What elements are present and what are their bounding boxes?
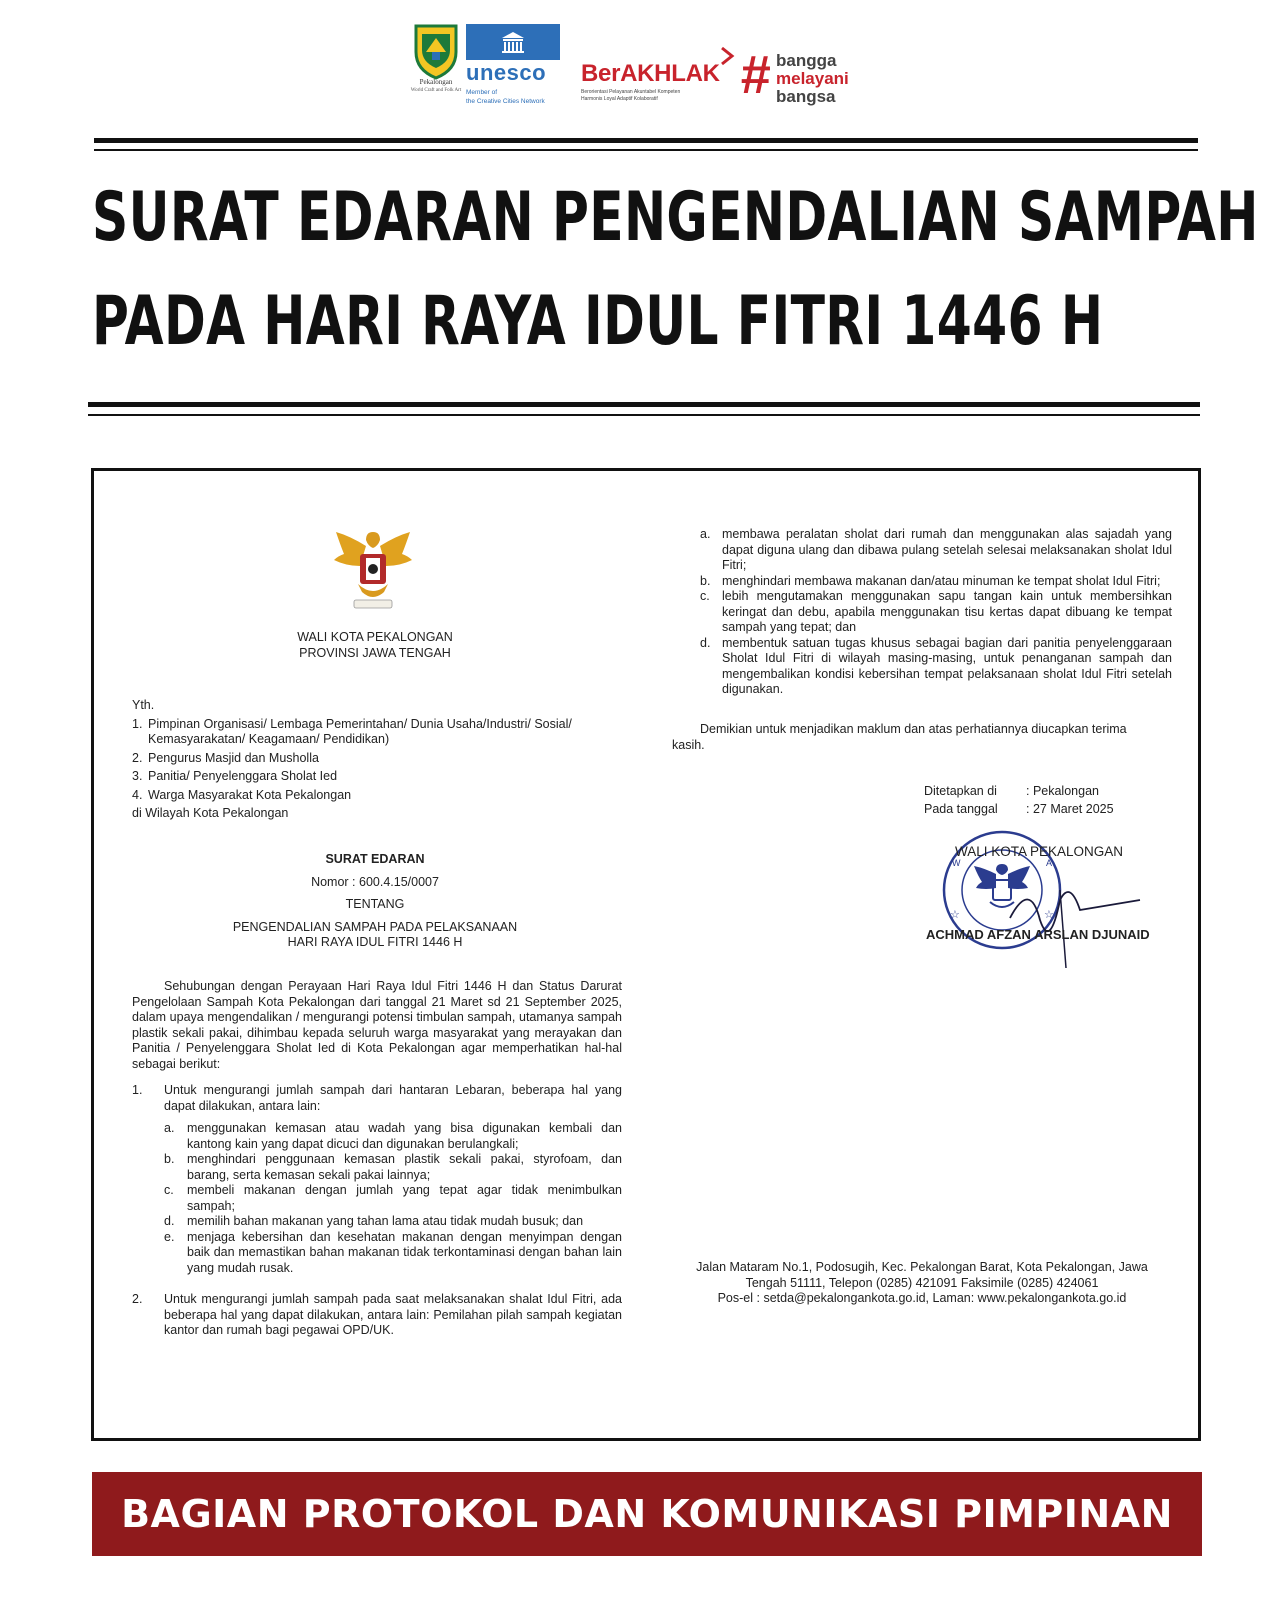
- signing-place-label: Ditetapkan di: [924, 784, 997, 798]
- sub-item-text: lebih mengutamakan menggunakan sapu tangan kain untuk membersihkan keringat dan debu, apabila menggunakan tisu kertas dapat dibuang ke tempat sampah yang tepat; dan: [722, 589, 1172, 634]
- point-1: [132, 1083, 622, 1276]
- page-title-line-2: PADA HARI RAYA IDUL FITRI 1446 H: [92, 282, 1104, 361]
- sub-item-text: menggunakan kemasan atau wadah yang bisa digunakan kembali dan kantong kain yang dapat dicuci dan digunakan berulangkali;: [187, 1121, 622, 1151]
- signer-title: WALI KOTA PEKALONGAN: [955, 844, 1124, 859]
- recipient-text: Panitia/ Penyelenggara Sholat Ied: [148, 769, 338, 783]
- point-2-header: [132, 1292, 622, 1339]
- unesco-member-text: [466, 88, 576, 106]
- point-1-items: [132, 1121, 622, 1276]
- svg-text:☆: ☆: [1044, 908, 1054, 921]
- sub-item: [700, 574, 1172, 590]
- sub-item-text: menghindari penggunaan kemasan plastik sekali pakai, styrofoam, dan barang, serta kemasan sekali pakai lainnya;: [187, 1152, 622, 1182]
- sub-item: [700, 527, 1172, 574]
- sub-item: [164, 1214, 622, 1230]
- unesco-temple-logo: [466, 24, 560, 60]
- svg-text:A: A: [1046, 858, 1053, 868]
- sub-item-text: menjaga kebersihan dan kesehatan makanan dengan menyimpan dengan baik dan memastikan bahan makanan tidak terkontaminasi dengan bahan lain yang mudah rusak.: [187, 1229, 622, 1275]
- svg-text:☆: ☆: [950, 908, 960, 921]
- signing-place-value: : Pekalongan: [1026, 784, 1099, 798]
- sub-item-text: membawa peralatan sholat dari rumah dan menggunakan alas sajadah yang dapat diguna ulang dan dibawa pulang setelah selesai melaksanakan sholat Idul Fitri;: [722, 527, 1172, 572]
- point-1-header: [132, 1083, 622, 1114]
- berakhlak-tagline-2: Harmonis Loyal Adaptif Kolaboratif: [581, 96, 658, 102]
- sub-item-key: b.: [700, 573, 711, 588]
- bangga-hash-icon: #: [740, 45, 771, 105]
- address-line-2: Tengah 51111, Telepon (0285) 421091 Faksimile (0285) 424061: [745, 1275, 1099, 1290]
- sub-item-key: e.: [164, 1229, 175, 1244]
- closing-line-2: kasih.: [672, 737, 705, 752]
- footer-banner-text: BAGIAN PROTOKOL DAN KOMUNIKASI PIMPINAN: [121, 1492, 1173, 1536]
- sub-item: [700, 589, 1172, 636]
- recipient-item: [132, 788, 622, 804]
- office-line-2: PROVINSI JAWA TENGAH: [299, 645, 451, 660]
- bangga-word: bangga: [776, 51, 837, 70]
- sub-item-key: a.: [700, 527, 711, 541]
- sub-item-key: c.: [700, 589, 710, 603]
- sub-item-text: membentuk satuan tugas khusus sebagai bagian dari panitia penyelenggaraan Sholat Idul Fitri di wilayah masing-masing, untuk penanganan sampah dan mengembalikan kondisi kebersihan tempat pelaksanaan sholat Idul Fitri setelah digunakan.: [722, 635, 1172, 696]
- sub-item-key: d.: [164, 1214, 175, 1228]
- recipient-location: di Wilayah Kota Pekalongan: [132, 806, 289, 820]
- recipient-text-line-2: Kemasyarakatan/ Keagamaan/ Pendidikan): [148, 732, 390, 746]
- signing-date-row: [924, 802, 1184, 818]
- page-title-line-1: SURAT EDARAN PENGENDALIAN SAMPAH: [92, 178, 1259, 257]
- recipient-number: 2.: [132, 750, 143, 765]
- recipient-text: Pengurus Masjid dan Musholla: [148, 750, 319, 765]
- right-column-items: [700, 527, 1172, 698]
- signing-details: [924, 784, 1184, 817]
- letter-office: [235, 630, 515, 661]
- letter-intro: Sehubungan dengan Perayaan Hari Raya Idul Fitri 1446 H dan Status Darurat Pengelolaan Sampah Kota Pekalongan dari tanggal 21 Maret sd 21 September 2025, dalam upaya mengendalikan / mengurangi potensi timbulan sampah, utamanya sampah plastik sekali pakai, dihimbau kepada seluruh warga masyarakat yang merayakan dan Panitia / Penyelenggara Sholat Ied di Kota Pekalongan agar memperhatikan hal-hal sebagai berikut:: [132, 979, 622, 1071]
- recipient-number: 3.: [132, 769, 143, 783]
- signing-date-label: Pada tanggal: [924, 801, 998, 816]
- point-text: Untuk mengurangi jumlah sampah pada saat melaksanakan shalat Idul Fitri, ada beberapa hal yang dapat dilakukan, antara lain: Pemilahan pilah sampah kegiatan kantor dan rumah bagi pegawai OPD/UK.: [164, 1292, 622, 1337]
- bangsa-word: bangsa: [776, 87, 836, 106]
- svg-text:W: W: [952, 858, 961, 868]
- sub-item: [164, 1152, 622, 1183]
- sub-item-key: d.: [700, 635, 711, 650]
- letter-number: Nomor : 600.4.15/0007: [311, 874, 439, 889]
- unesco-wordmark: unesco: [466, 60, 547, 85]
- office-line-1: WALI KOTA PEKALONGAN: [297, 630, 453, 644]
- letter-subject-line-2: HARI RAYA IDUL FITRI 1446 H: [287, 935, 463, 949]
- sub-item-text: menghindari membawa makanan dan/atau minuman ke tempat sholat Idul Fitri;: [722, 573, 1161, 588]
- point-text: Untuk mengurangi jumlah sampah dari hantaran Lebaran, beberapa hal yang dapat dilakukan, antara lain:: [164, 1083, 622, 1113]
- berakhlak-chevron-icon: [718, 46, 736, 66]
- sub-item-key: b.: [164, 1152, 175, 1166]
- recipient-item: [132, 769, 622, 785]
- berakhlak-tagline-1: Berorientasi Pelayanan Akuntabel Kompeten: [581, 89, 681, 95]
- title-top-rule-thin: [94, 149, 1198, 151]
- recipient-text: [148, 717, 572, 748]
- recipient-item: [132, 717, 622, 748]
- point-number: 1.: [132, 1083, 143, 1097]
- point-number: 2.: [132, 1292, 143, 1306]
- recipient-number: 4.: [132, 787, 143, 802]
- recipient-number: 1.: [132, 716, 143, 731]
- title-bottom-rule-thin: [88, 414, 1200, 416]
- closing-line-1: Demikian untuk menjadikan maklum dan atas perhatiannya diucapkan terima: [700, 722, 1127, 736]
- address-line-3: Pos-el : setda@pekalongankota.go.id, Laman: www.pekalongankota.go.id: [717, 1291, 1127, 1305]
- pekalongan-logo-label: Pekalongan: [419, 78, 453, 86]
- letter-address: [672, 1260, 1172, 1307]
- garuda-emblem-icon: [330, 526, 416, 614]
- title-top-rule-thick: [94, 138, 1198, 143]
- sub-item: [164, 1183, 622, 1214]
- sub-item-key: a.: [164, 1121, 175, 1135]
- recipient-item: [132, 751, 622, 767]
- recipient-text-line-1: Pimpinan Organisasi/ Lembaga Pemerintahan/ Dunia Usaha/Industri/ Sosial/: [148, 716, 572, 731]
- address-line-1: Jalan Mataram No.1, Podosugih, Kec. Pekalongan Barat, Kota Pekalongan, Jawa: [696, 1260, 1148, 1274]
- sub-item: [164, 1230, 622, 1277]
- sub-item-text: memilih bahan makanan yang tahan lama atau tidak mudah busuk; dan: [187, 1214, 584, 1228]
- point-2: [132, 1292, 622, 1339]
- sub-item: [164, 1121, 622, 1152]
- letter-subject-line-1: PENGENDALIAN SAMPAH PADA PELAKSANAAN: [232, 919, 518, 934]
- sub-item: [700, 636, 1172, 698]
- recipient-text: Warga Masyarakat Kota Pekalongan: [148, 787, 352, 802]
- yth-label: Yth.: [132, 698, 155, 712]
- berakhlak-tagline: [581, 89, 731, 103]
- signature-icon: [1000, 860, 1150, 970]
- letter-tentang: TENTANG: [345, 897, 405, 911]
- letter-heading: SURAT EDARAN: [325, 852, 425, 866]
- sub-item-text: membeli makanan dengan jumlah yang tepat agar tidak menimbulkan sampah;: [187, 1183, 622, 1213]
- pekalongan-logo-sublabel: World Craft and Folk Art: [410, 88, 462, 93]
- letter-heading-block: [200, 852, 550, 951]
- signer-name: ACHMAD AFZAN ARSLAN DJUNAID: [926, 927, 1150, 942]
- signing-place-row: [924, 784, 1184, 800]
- berakhlak-wordmark: BerAKHLAK: [581, 60, 720, 87]
- recipients-block: [132, 698, 622, 822]
- title-bottom-rule-thick: [88, 402, 1200, 407]
- unesco-sub-line-2: the Creative Cities Network: [466, 98, 545, 105]
- unesco-sub-line-1: Member of: [466, 89, 498, 96]
- signing-date-value: : 27 Maret 2025: [1026, 801, 1114, 816]
- letter-closing: [672, 722, 1172, 753]
- melayani-word: melayani: [776, 69, 849, 88]
- sub-item-key: c.: [164, 1183, 174, 1197]
- unesco-temple-icon: [466, 24, 560, 60]
- pekalongan-shield-icon: [412, 22, 460, 80]
